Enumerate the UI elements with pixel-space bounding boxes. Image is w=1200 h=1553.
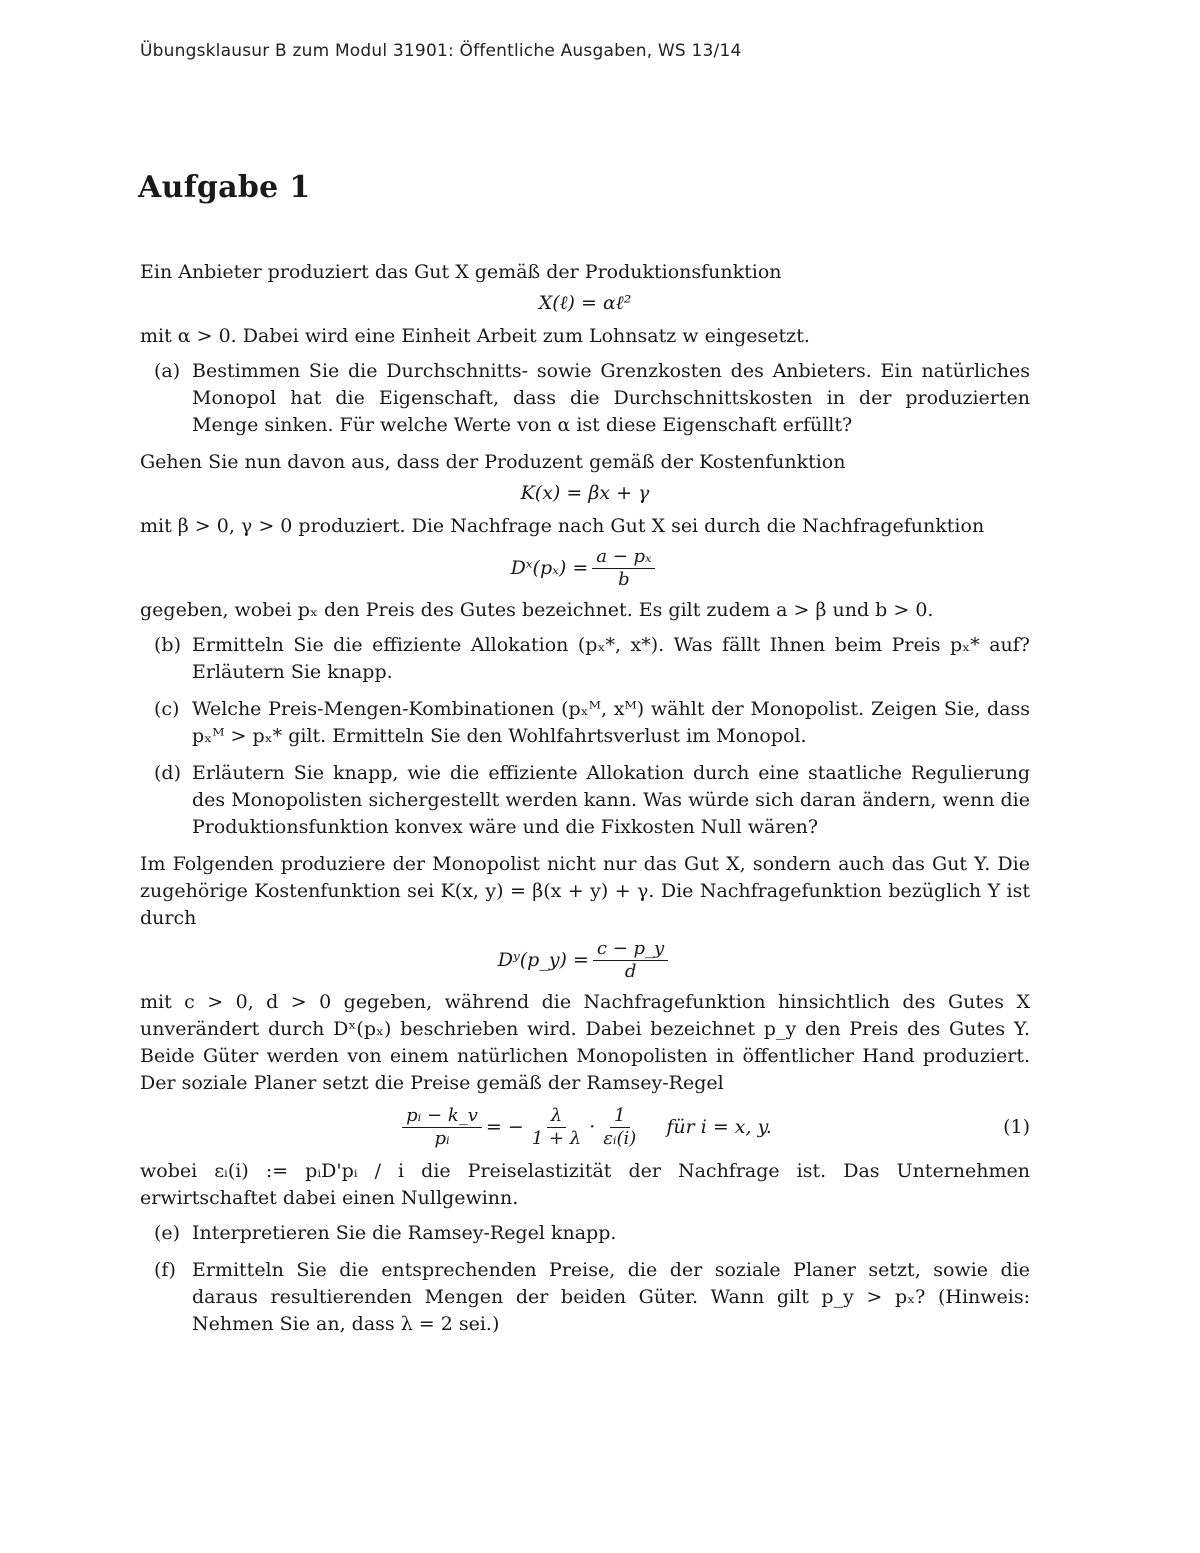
demand-y-denominator: d	[624, 961, 637, 982]
demand-y-lhs: Dʸ(p_y) =	[497, 949, 589, 971]
equation-number: (1)	[1003, 1116, 1030, 1138]
intro-paragraph: Ein Anbieter produziert das Gut X gemäß der Produktionsfunktion	[140, 261, 782, 283]
subtask-a	[140, 358, 1030, 439]
ramsey-mid-numerator: λ	[547, 1105, 566, 1128]
ramsey-condition: für i = x, y.	[666, 1116, 772, 1138]
subtask-f-label: (f)	[154, 1259, 176, 1281]
subtask-e-text: Interpretieren Sie die Ramsey-Regel knapp.	[192, 1222, 617, 1244]
demand-x-denominator: b	[618, 569, 630, 590]
production-condition: mit α > 0. Dabei wird eine Einheit Arbeit zum Lohnsatz w eingesetzt.	[140, 325, 810, 347]
subtask-c	[140, 696, 1030, 750]
demand-y-numerator: c − p_y	[593, 938, 668, 961]
ramsey-lhs-numerator: pᵢ − k_v	[402, 1105, 482, 1128]
demand-y-condition: mit c > 0, d > 0 gegeben, während die Nachfragefunktion hinsichtlich des Gutes X unverändert durch Dˣ(pₓ) beschrieben wird. Dabei bezeichnet p_y den Preis des Gutes Y. Beide Güter werden von einem natürlichen Monopolisten in öffentlicher Hand produziert. Der soziale Planer setzt die Preise gemäß der Ramsey-Regel	[140, 991, 1030, 1094]
ramsey-rhs-denominator: εᵢ(i)	[603, 1128, 637, 1149]
cost-function-equation: K(x) = βx + γ	[520, 482, 650, 504]
demand-y-fraction	[593, 938, 668, 983]
demand-x-lhs: Dˣ(pₓ) =	[510, 557, 589, 579]
subtask-d	[140, 760, 1030, 841]
demand-y-equation	[140, 938, 1030, 983]
section-title: Aufgabe 1	[138, 170, 311, 205]
exercise-body	[140, 259, 1030, 1348]
ramsey-lhs-fraction	[402, 1105, 482, 1150]
subtask-c-text: Welche Preis-Mengen-Kombinationen (pₓᴹ, xᴹ) wählt der Monopolist. Zeigen Sie, dass pₓᴹ > pₓ* gilt. Ermitteln Sie den Wohlfahrtsverlust im Monopol.	[192, 698, 1030, 747]
demand-x-condition: gegeben, wobei pₓ den Preis des Gutes bezeichnet. Es gilt zudem a > β und b > 0.	[140, 599, 934, 621]
subtask-f	[140, 1257, 1030, 1338]
running-head: Übungsklausur B zum Modul 31901: Öffentliche Ausgaben, WS 13/14	[140, 41, 742, 61]
demand-x-numerator: a − pₓ	[592, 546, 655, 569]
ramsey-mid-denominator: 1 + λ	[531, 1128, 582, 1149]
ramsey-lhs-denominator: pᵢ	[434, 1128, 450, 1149]
demand-x-equation	[140, 546, 1030, 591]
subtask-b-text: Ermitteln Sie die effiziente Allokation (pₓ*, x*). Was fällt Ihnen beim Preis pₓ* auf? Erläutern Sie knapp.	[192, 634, 1030, 683]
subtask-e-label: (e)	[154, 1222, 181, 1244]
subtask-b-label: (b)	[154, 634, 181, 656]
demand-x-fraction	[592, 546, 655, 591]
ramsey-equals: = −	[485, 1116, 524, 1138]
subtask-a-text: Bestimmen Sie die Durchschnitts- sowie Grenzkosten des Anbieters. Ein natürliches Monopol hat die Eigenschaft, dass die Durchschnittskosten in der produzierten Menge sinken. Für welche Werte von α ist diese Eigenschaft erfüllt?	[192, 360, 1030, 436]
elasticity-definition: wobei εᵢ(i) := pᵢD'pᵢ / i die Preiselastizität der Nachfrage ist. Das Unternehmen erwirtschaftet dabei einen Nullgewinn.	[140, 1160, 1030, 1209]
subtask-c-label: (c)	[154, 698, 180, 720]
cost-condition: mit β > 0, γ > 0 produziert. Die Nachfrage nach Gut X sei durch die Nachfragefunktion	[140, 515, 985, 537]
ramsey-dot: ·	[589, 1116, 596, 1138]
subtask-e	[140, 1220, 1030, 1247]
subtask-d-label: (d)	[154, 762, 181, 784]
ramsey-rhs-fraction	[599, 1105, 640, 1150]
cost-intro: Gehen Sie nun davon aus, dass der Produzent gemäß der Kostenfunktion	[140, 451, 846, 473]
ramsey-rule-equation	[140, 1105, 1030, 1150]
subtask-f-text: Ermitteln Sie die entsprechenden Preise, die der soziale Planer setzt, sowie die daraus resultierenden Mengen der beiden Güter. Wann gilt p_y > pₓ? (Hinweis: Nehmen Sie an, dass λ = 2 sei.)	[192, 1259, 1030, 1335]
two-goods-intro: Im Folgenden produziere der Monopolist nicht nur das Gut X, sondern auch das Gut Y. Die zugehörige Kostenfunktion sei K(x, y) = β(x + y) + γ. Die Nachfragefunktion bezüglich Y ist durch	[140, 853, 1030, 929]
subtask-d-text: Erläutern Sie knapp, wie die effiziente Allokation durch eine staatliche Regulierung des Monopolisten sichergestellt werden kann. Was würde sich daran ändern, wenn die Produktionsfunktion konvex wäre und die Fixkosten Null wären?	[192, 762, 1030, 838]
subtask-b	[140, 632, 1030, 686]
ramsey-mid-fraction	[528, 1105, 585, 1150]
ramsey-rhs-numerator: 1	[610, 1105, 629, 1128]
subtask-a-label: (a)	[154, 360, 181, 382]
production-function-equation: X(ℓ) = αℓ²	[538, 292, 632, 314]
